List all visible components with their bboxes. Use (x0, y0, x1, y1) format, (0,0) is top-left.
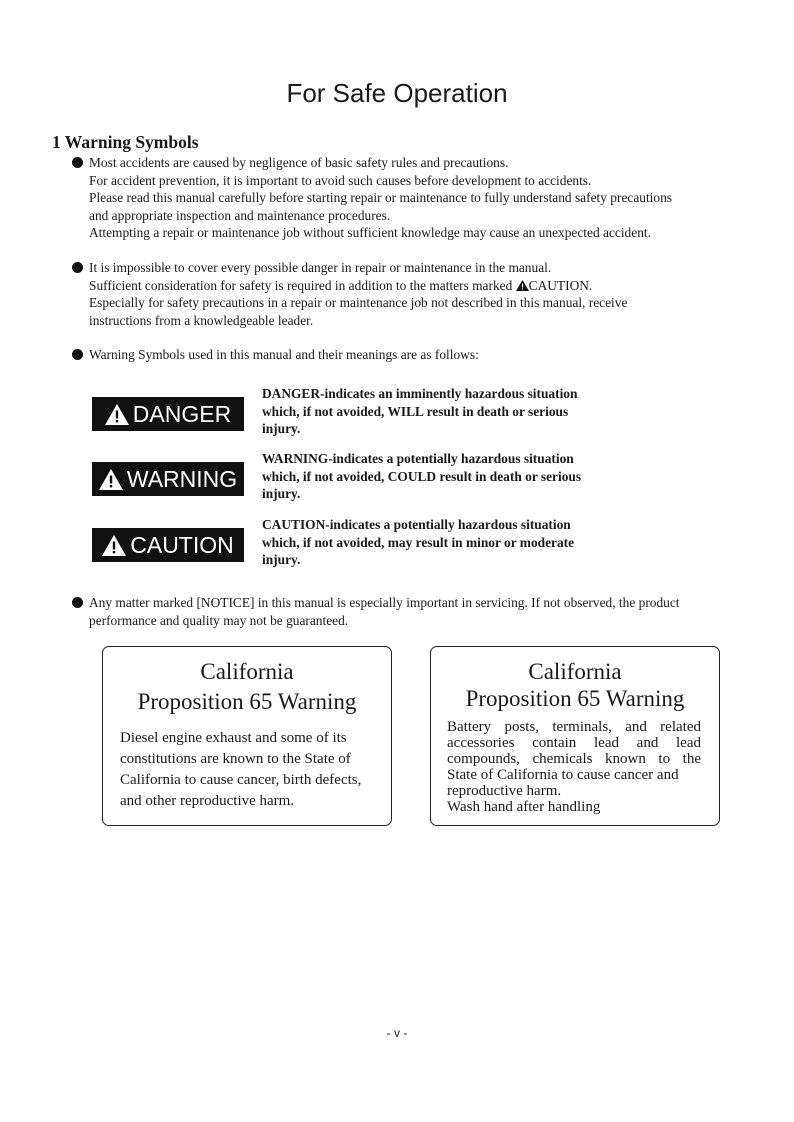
signal-label-text: DANGER (132, 401, 232, 427)
prop65-body-line: Battery posts, terminals, and related (447, 719, 701, 735)
bullet-text-line: performance and quality may not be guaranteed. (89, 612, 349, 628)
bullet-text-line: and appropriate inspection and maintenance procedures. (89, 207, 391, 223)
prop65-body-line: California to cause cancer, birth defects, (120, 772, 362, 788)
signal-description-line: which, if not avoided, may result in minor or moderate (262, 534, 575, 550)
signal-description (262, 385, 632, 438)
signal-description-line: DANGER-indicates an imminently hazardous situation (262, 386, 578, 401)
warning-triangle-icon (102, 535, 126, 556)
bullet-text-fragment: Sufficient consideration for safety is required in addition to the matters marked (89, 277, 513, 293)
bullet-icon (72, 349, 83, 360)
bullet-text-line: Attempting a repair or maintenance job without sufficient knowledge may cause an unexpected accident. (89, 225, 651, 241)
signal-description-line: injury. (262, 552, 301, 568)
prop65-body-line: Diesel engine exhaust and some of its (120, 730, 347, 746)
signal-label-text: WARNING (126, 466, 238, 492)
bullet-text-line: Please read this manual carefully before starting repair or maintenance to fully understand safety precautions (89, 190, 673, 206)
prop65-warning-box-engine (102, 646, 392, 826)
section-heading: 1 Warning Symbols (52, 132, 199, 152)
prop65-body-line: Wash hand after handling (447, 799, 601, 815)
prop65-title-line: California (200, 659, 294, 684)
caution-label (92, 528, 244, 562)
prop65-body (447, 719, 701, 815)
prop65-body (120, 728, 374, 812)
prop65-warning-box-battery (430, 646, 720, 826)
warning-triangle-icon (105, 404, 129, 425)
bullet-text-line (89, 277, 627, 295)
warning-label (92, 462, 244, 496)
prop65-body-line: accessories contain lead and lead (447, 735, 701, 751)
page-title: For Safe Operation (286, 78, 508, 108)
signal-description-line: which, if not avoided, COULD result in death or serious (262, 468, 582, 484)
bullet-icon (72, 157, 83, 168)
prop65-body-line: and other reproductive harm. (120, 793, 295, 809)
bullet-text-line: Warning Symbols used in this manual and their meanings are as follows: (89, 347, 479, 362)
prop65-body-line: compounds, chemicals known to the (447, 751, 701, 767)
signal-description-line: injury. (262, 486, 301, 502)
bullet-text-line: It is impossible to cover every possible danger in repair or maintenance in the manual. (89, 260, 552, 275)
bullet-text-line: instructions from a knowledgeable leader. (89, 312, 314, 328)
signal-description-line: CAUTION-indicates a potentially hazardous situation (262, 517, 571, 532)
caution-mark-text: CAUTION. (528, 277, 593, 293)
bullet-text-line: Any matter marked [NOTICE] in this manual is especially important in servicing. If not observed, the product (89, 595, 680, 610)
warning-triangle-icon (516, 280, 529, 291)
prop65-body-line: reproductive harm. (447, 783, 562, 799)
prop65-body-line: State of California to cause cancer and (447, 767, 679, 783)
page-number: - v - (386, 1026, 408, 1040)
signal-description-line: WARNING-indicates a potentially hazardous situation (262, 451, 574, 466)
signal-description-line: which, if not avoided, WILL result in death or serious (262, 403, 569, 419)
bullet-text-line: For accident prevention, it is important to avoid such causes before development to accidents. (89, 172, 592, 188)
bullet-text-line: Most accidents are caused by negligence of basic safety rules and precautions. (89, 155, 509, 170)
prop65-body-line: constitutions are known to the State of (120, 751, 351, 767)
bullet-text-line: Especially for safety precautions in a repair or maintenance job not described in this manual, receive (89, 295, 628, 311)
bullet-icon (72, 262, 83, 273)
bullet-icon (72, 597, 83, 608)
prop65-title-line: Proposition 65 Warning (137, 689, 357, 714)
danger-label (92, 397, 244, 431)
signal-description (262, 450, 632, 503)
prop65-title-line: Proposition 65 Warning (465, 686, 685, 711)
prop65-title-line: California (528, 659, 622, 684)
warning-triangle-icon (99, 469, 123, 490)
signal-label-text: CAUTION (130, 532, 234, 558)
signal-description-line: injury. (262, 421, 301, 437)
signal-description (262, 516, 632, 569)
